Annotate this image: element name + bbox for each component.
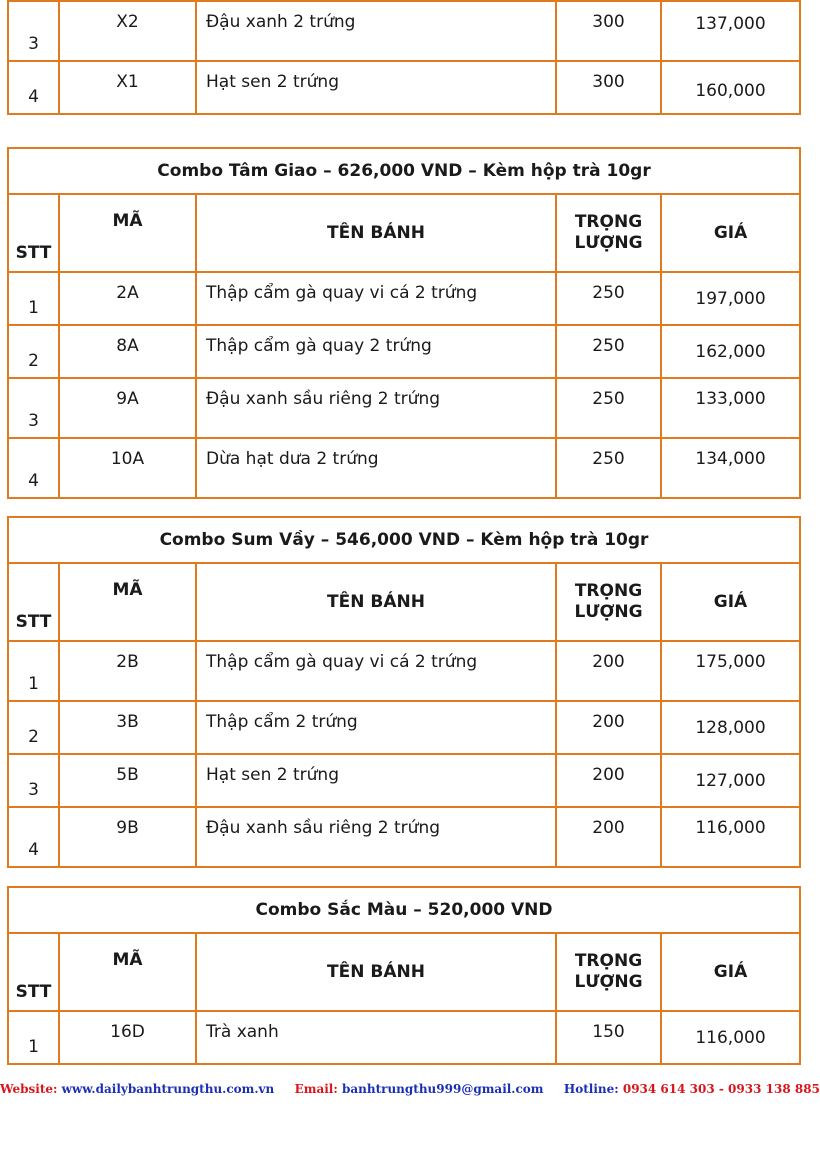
weight-cell: 300 xyxy=(556,1,661,61)
price-cell: 134,000 xyxy=(661,438,800,498)
price-cell: 197,000 xyxy=(661,272,800,325)
table-row xyxy=(8,61,800,114)
stt-cell: 3 xyxy=(8,378,59,438)
price-cell: 175,000 xyxy=(661,641,800,701)
weight-cell: 200 xyxy=(556,754,661,807)
header-code: MÃ xyxy=(59,563,196,641)
stt-cell: 1 xyxy=(8,272,59,325)
hotline-numbers[interactable]: 0934 614 303 - 0933 138 885 xyxy=(622,1082,820,1096)
table-row xyxy=(8,807,800,867)
email-link[interactable]: banhtrungthu999@gmail.com xyxy=(341,1082,544,1096)
stt-cell: 3 xyxy=(8,754,59,807)
name-cell: Thập cẩm gà quay vi cá 2 trứng xyxy=(196,641,556,701)
website-link[interactable]: www.dailybanhtrungthu.com.vn xyxy=(61,1082,275,1096)
header-name: TÊN BÁNH xyxy=(196,194,556,272)
price-cell: 137,000 xyxy=(661,1,800,61)
name-cell: Thập cẩm 2 trứng xyxy=(196,701,556,754)
header-code: MÃ xyxy=(59,933,196,1011)
price-cell: 160,000 xyxy=(661,61,800,114)
stt-cell: 4 xyxy=(8,61,59,114)
stt-cell: 1 xyxy=(8,641,59,701)
code-cell: 10A xyxy=(59,438,196,498)
header-weight-line2: LƯỢNG xyxy=(574,602,643,622)
code-cell: 8A xyxy=(59,325,196,378)
contact-footer xyxy=(0,1082,820,1096)
weight-cell: 200 xyxy=(556,701,661,754)
stt-cell: 2 xyxy=(8,701,59,754)
header-weight xyxy=(556,563,661,641)
combo-table-sac-mau xyxy=(7,886,801,1065)
header-weight-line1: TRỌNG xyxy=(574,581,643,601)
combo-title: Combo Sắc Màu – 520,000 VND xyxy=(8,887,800,933)
header-row xyxy=(8,194,800,272)
name-cell: Hạt sen 2 trứng xyxy=(196,61,556,114)
name-cell: Hạt sen 2 trứng xyxy=(196,754,556,807)
code-cell: 2A xyxy=(59,272,196,325)
weight-cell: 250 xyxy=(556,438,661,498)
header-code: MÃ xyxy=(59,194,196,272)
table-row xyxy=(8,438,800,498)
website-label: Website: xyxy=(0,1082,58,1096)
header-stt: STT xyxy=(8,194,59,272)
code-cell: 9A xyxy=(59,378,196,438)
header-weight xyxy=(556,933,661,1011)
header-weight-line1: TRỌNG xyxy=(574,951,643,971)
table-row xyxy=(8,1,800,61)
price-cell: 116,000 xyxy=(661,1011,800,1064)
header-weight xyxy=(556,194,661,272)
table-row xyxy=(8,754,800,807)
code-cell: X2 xyxy=(59,1,196,61)
header-price: GIÁ xyxy=(661,933,800,1011)
header-stt: STT xyxy=(8,563,59,641)
price-cell: 133,000 xyxy=(661,378,800,438)
stt-cell: 3 xyxy=(8,1,59,61)
combo-table-sum-vay xyxy=(7,516,801,868)
hotline-label: Hotline: xyxy=(563,1082,619,1096)
weight-cell: 200 xyxy=(556,807,661,867)
weight-cell: 300 xyxy=(556,61,661,114)
combo-title: Combo Sum Vầy – 546,000 VND – Kèm hộp trà 10gr xyxy=(8,517,800,563)
weight-cell: 200 xyxy=(556,641,661,701)
table-row xyxy=(8,378,800,438)
header-row xyxy=(8,933,800,1011)
weight-cell: 250 xyxy=(556,272,661,325)
header-weight-line2: LƯỢNG xyxy=(574,233,643,253)
weight-cell: 250 xyxy=(556,325,661,378)
code-cell: 9B xyxy=(59,807,196,867)
code-cell: X1 xyxy=(59,61,196,114)
name-cell: Đậu xanh sầu riêng 2 trứng xyxy=(196,807,556,867)
code-cell: 2B xyxy=(59,641,196,701)
price-cell: 127,000 xyxy=(661,754,800,807)
weight-cell: 250 xyxy=(556,378,661,438)
code-cell: 16D xyxy=(59,1011,196,1064)
header-weight-line2: LƯỢNG xyxy=(574,972,643,992)
header-weight-line1: TRỌNG xyxy=(574,212,643,232)
name-cell: Đậu xanh sầu riêng 2 trứng xyxy=(196,378,556,438)
table-row xyxy=(8,272,800,325)
price-cell: 162,000 xyxy=(661,325,800,378)
name-cell: Trà xanh xyxy=(196,1011,556,1064)
table-row xyxy=(8,1011,800,1064)
header-name: TÊN BÁNH xyxy=(196,563,556,641)
price-cell: 128,000 xyxy=(661,701,800,754)
table-row xyxy=(8,325,800,378)
header-price: GIÁ xyxy=(661,563,800,641)
combo-table-tam-giao xyxy=(7,147,801,499)
table-row xyxy=(8,701,800,754)
stt-cell: 4 xyxy=(8,438,59,498)
name-cell: Thập cẩm gà quay 2 trứng xyxy=(196,325,556,378)
combo-title: Combo Tâm Giao – 626,000 VND – Kèm hộp trà 10gr xyxy=(8,148,800,194)
header-stt: STT xyxy=(8,933,59,1011)
email-label: Email: xyxy=(294,1082,338,1096)
header-price: GIÁ xyxy=(661,194,800,272)
stt-cell: 1 xyxy=(8,1011,59,1064)
name-cell: Đậu xanh 2 trứng xyxy=(196,1,556,61)
top-table xyxy=(7,0,801,115)
name-cell: Dừa hạt dưa 2 trứng xyxy=(196,438,556,498)
name-cell: Thập cẩm gà quay vi cá 2 trứng xyxy=(196,272,556,325)
stt-cell: 2 xyxy=(8,325,59,378)
code-cell: 5B xyxy=(59,754,196,807)
price-cell: 116,000 xyxy=(661,807,800,867)
table-row xyxy=(8,641,800,701)
stt-cell: 4 xyxy=(8,807,59,867)
header-row xyxy=(8,563,800,641)
weight-cell: 150 xyxy=(556,1011,661,1064)
code-cell: 3B xyxy=(59,701,196,754)
header-name: TÊN BÁNH xyxy=(196,933,556,1011)
